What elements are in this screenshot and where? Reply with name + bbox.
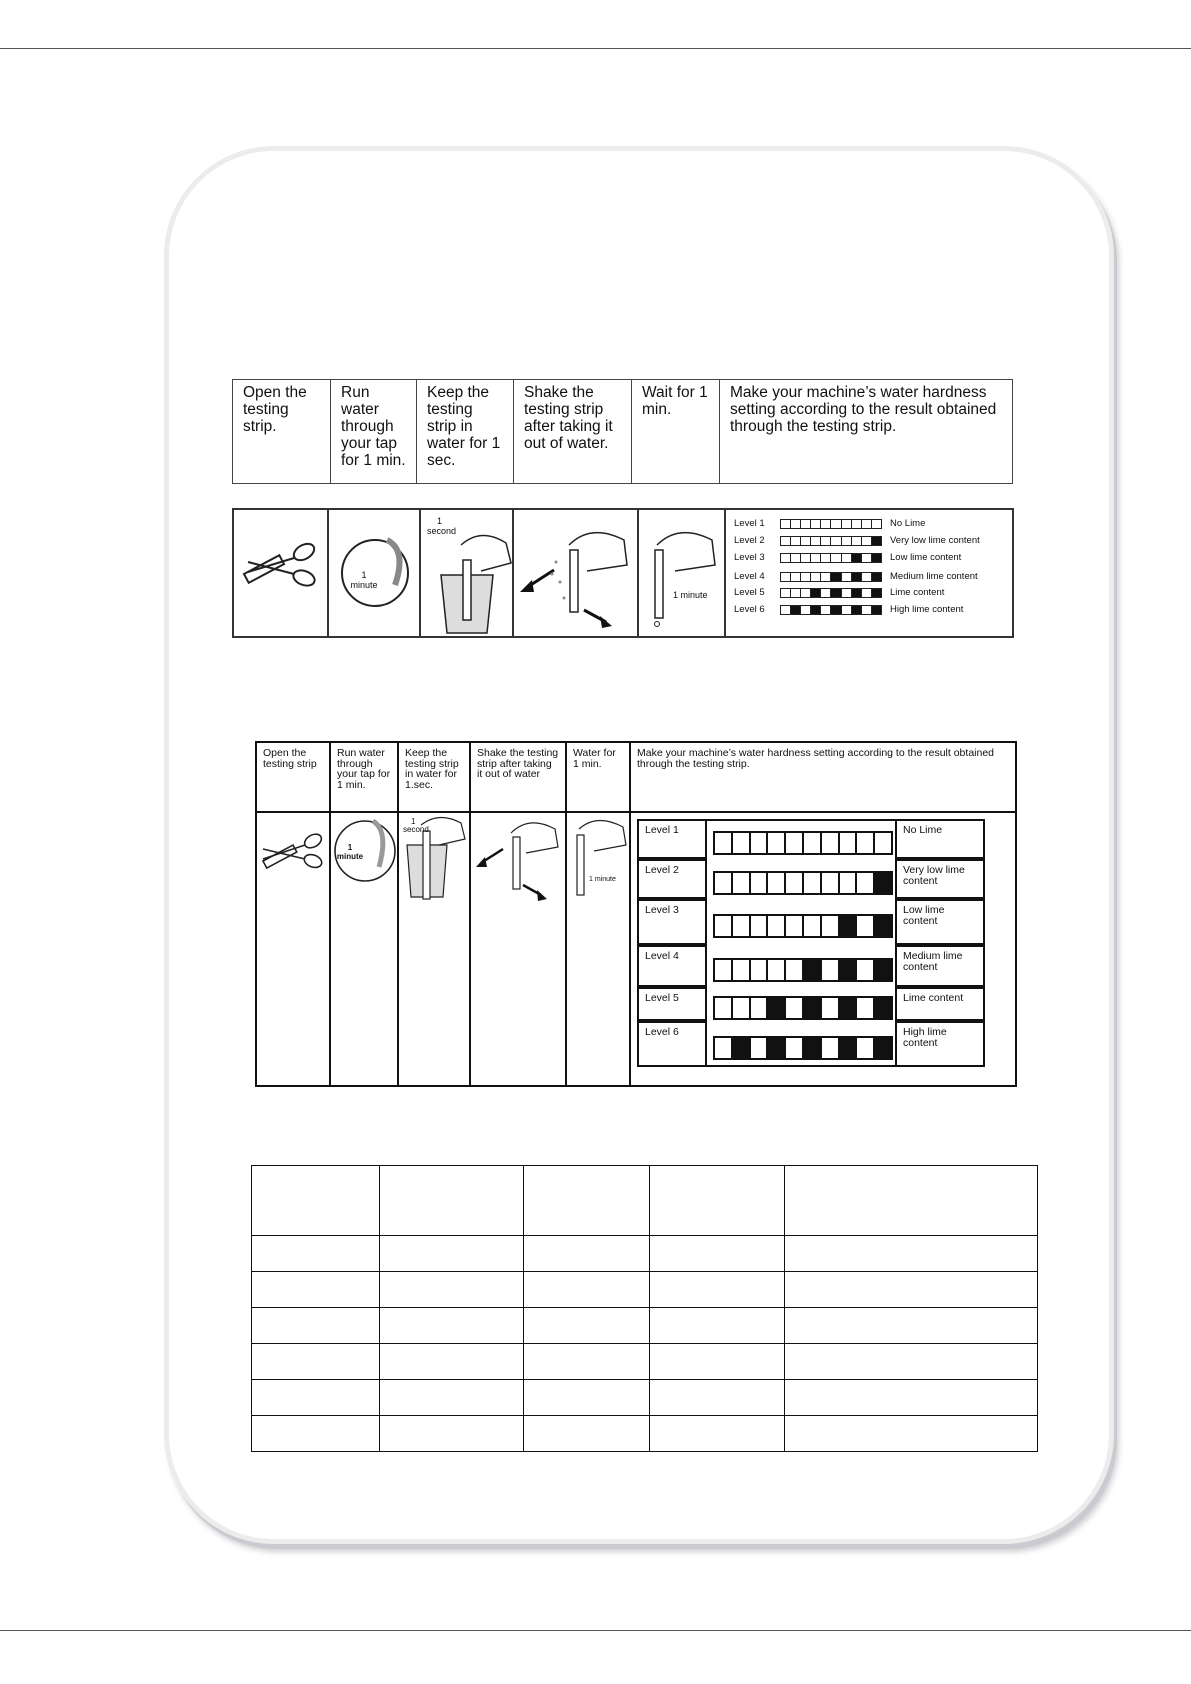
strip-pad	[862, 589, 872, 597]
strip-pad	[751, 873, 769, 893]
small-one-second-label: second	[403, 825, 429, 834]
strip-pad	[801, 606, 811, 614]
strip-pad	[822, 916, 840, 936]
level-label-box	[637, 1021, 707, 1067]
strip-pad	[831, 606, 841, 614]
level-description: High lime content	[890, 604, 964, 615]
strip-pad	[781, 554, 791, 562]
strip-pad	[857, 916, 875, 936]
table-cell	[252, 1308, 380, 1344]
small-step-shake: Shake the testing strip after taking it out of water	[470, 742, 566, 812]
level-strip	[780, 553, 882, 563]
scissors-icon	[234, 510, 329, 636]
step-keep: Keep the testing strip in water for 1 sec.	[417, 380, 514, 484]
table-cell	[380, 1416, 524, 1452]
strip-pad	[811, 537, 821, 545]
wait-hand-icon	[639, 510, 726, 636]
small-one-second-num: 1	[411, 817, 416, 826]
strip-pad	[801, 573, 811, 581]
strip-pad	[821, 573, 831, 581]
shake-cell	[513, 509, 638, 637]
strip-pad	[842, 554, 852, 562]
strip-pad	[840, 833, 858, 853]
small-step-wait: Water for 1 min.	[566, 742, 630, 812]
small-step-open: Open the testing strip	[256, 742, 330, 812]
level-label: Level 4	[734, 571, 765, 582]
table-cell	[380, 1166, 524, 1236]
strip-pad	[781, 573, 791, 581]
strip-pad	[804, 960, 822, 980]
strip-pad	[872, 554, 881, 562]
strip-pad	[786, 960, 804, 980]
strip-pad	[840, 873, 858, 893]
strip-pad	[831, 573, 841, 581]
strip-pad	[781, 606, 791, 614]
strip-pad	[852, 554, 862, 562]
strip-pad	[804, 998, 822, 1018]
level-strip	[713, 958, 893, 982]
strip-pad	[733, 916, 751, 936]
strip-pad	[791, 573, 801, 581]
strip-pad	[821, 589, 831, 597]
strip-pad	[791, 537, 801, 545]
level-description-box	[895, 987, 985, 1021]
strip-pad	[781, 520, 791, 528]
step-open: Open the testing strip.	[233, 380, 331, 484]
strip-pad	[751, 916, 769, 936]
top-rule	[0, 48, 1191, 49]
small-level-grid-cell	[630, 812, 1016, 1086]
level-description: No Lime	[890, 518, 926, 529]
table-cell	[524, 1416, 650, 1452]
level-description: Medium lime content	[903, 950, 963, 973]
strip-pad	[842, 573, 852, 581]
strip-pad	[786, 873, 804, 893]
step-shake: Shake the testing strip after taking it out of water.	[514, 380, 632, 484]
strip-pad	[801, 589, 811, 597]
one-minute-label: 1 minute	[350, 570, 378, 590]
level-label-box	[637, 945, 707, 987]
strip-column	[705, 819, 897, 1067]
strip-pad	[875, 1038, 891, 1058]
level-description-box	[895, 819, 985, 859]
strip-pad	[791, 520, 801, 528]
figure-table	[232, 508, 1014, 638]
strip-pad	[715, 1038, 733, 1058]
step-run: Run water through your tap for 1 min.	[331, 380, 417, 484]
table-cell	[252, 1344, 380, 1380]
small-one-minute-label: 1 minute	[336, 843, 364, 861]
table-cell	[380, 1308, 524, 1344]
level-strip	[713, 996, 893, 1020]
table-cell	[785, 1380, 1038, 1416]
small-wait-cell	[566, 812, 630, 1086]
strip-pad	[822, 960, 840, 980]
scissors-cell	[233, 509, 328, 637]
strip-pad	[811, 554, 821, 562]
strip-pad	[821, 537, 831, 545]
step-make: Make your machine’s water hardness setting according to the result obtained through the testing strip.	[720, 380, 1013, 484]
strip-pad	[751, 960, 769, 980]
strip-pad	[768, 998, 786, 1018]
strip-pad	[751, 833, 769, 853]
strip-pad	[786, 833, 804, 853]
level-description: Very low lime content	[890, 535, 980, 546]
small-step-make: Make your machine’s water hardness setting according to the result obtained through the testing strip.	[630, 742, 1016, 812]
strip-pad	[852, 537, 862, 545]
table-cell	[252, 1166, 380, 1236]
table-cell	[650, 1308, 785, 1344]
strip-pad	[872, 537, 881, 545]
level-label: Level 3	[734, 552, 765, 563]
strip-pad	[831, 554, 841, 562]
strip-pad	[822, 998, 840, 1018]
small-scissors-cell	[256, 812, 330, 1086]
small-shake-cell	[470, 812, 566, 1086]
level-label: Level 2	[734, 535, 765, 546]
level-description-box	[895, 945, 985, 987]
table-cell	[785, 1166, 1038, 1236]
level-strip	[713, 914, 893, 938]
strip-pad	[751, 998, 769, 1018]
level-label: Level 4	[645, 950, 679, 962]
strip-pad	[801, 537, 811, 545]
table-cell	[785, 1416, 1038, 1452]
level-description: Lime content	[903, 992, 964, 1004]
level-label: Level 3	[645, 904, 679, 916]
one-second-num: 1	[437, 516, 443, 526]
bottom-rule	[0, 1630, 1191, 1631]
level-description-box	[895, 899, 985, 945]
strip-pad	[831, 589, 841, 597]
level-row	[734, 552, 961, 563]
strip-pad	[821, 554, 831, 562]
table-cell	[650, 1344, 785, 1380]
level-row	[734, 518, 925, 529]
strip-pad	[715, 960, 733, 980]
level-description: Very low lime content	[903, 864, 965, 887]
level-label-box	[637, 987, 707, 1021]
strip-pad	[781, 589, 791, 597]
table-cell	[252, 1272, 380, 1308]
small-dip-cell	[398, 812, 470, 1086]
strip-pad	[768, 833, 786, 853]
table-cell	[524, 1272, 650, 1308]
level-label: Level 1	[734, 518, 765, 529]
strip-pad	[875, 960, 891, 980]
instruction-table	[232, 379, 1013, 484]
table-cell	[524, 1344, 650, 1380]
strip-pad	[751, 1038, 769, 1058]
one-second-label: second	[427, 526, 457, 536]
strip-pad	[872, 606, 881, 614]
level-description: Low lime content	[890, 552, 962, 563]
strip-pad	[768, 873, 786, 893]
strip-pad	[857, 833, 875, 853]
level-label: Level 5	[734, 587, 765, 598]
table-cell	[524, 1380, 650, 1416]
strip-pad	[821, 606, 831, 614]
strip-pad	[801, 554, 811, 562]
table-cell	[252, 1236, 380, 1272]
strip-pad	[857, 873, 875, 893]
level-row	[734, 571, 978, 582]
level-description-box	[895, 1021, 985, 1067]
strip-pad	[733, 998, 751, 1018]
strip-pad	[831, 537, 841, 545]
strip-pad	[715, 833, 733, 853]
strip-pad	[857, 998, 875, 1018]
strip-pad	[822, 1038, 840, 1058]
shake-hand-icon	[514, 510, 639, 636]
strip-pad	[840, 916, 858, 936]
strip-pad	[715, 916, 733, 936]
table-cell	[650, 1166, 785, 1236]
table-cell	[380, 1380, 524, 1416]
strip-pad	[768, 916, 786, 936]
level-strip	[780, 536, 882, 546]
table-cell	[252, 1416, 380, 1452]
table-cell	[524, 1308, 650, 1344]
level-label: Level 5	[645, 992, 679, 1004]
strip-pad	[733, 833, 751, 853]
table-cell	[785, 1308, 1038, 1344]
level-row	[734, 604, 963, 615]
table-cell	[252, 1380, 380, 1416]
strip-pad	[804, 916, 822, 936]
level-description: Lime content	[890, 587, 945, 598]
strip-pad	[831, 520, 841, 528]
level-grid	[631, 813, 1015, 1085]
level-strip	[713, 831, 893, 855]
tap-cell	[328, 509, 420, 637]
strip-pad	[852, 520, 862, 528]
strip-pad	[842, 537, 852, 545]
small-step-run: Run water through your tap for 1 min.	[330, 742, 398, 812]
strip-pad	[791, 606, 801, 614]
table-cell	[524, 1166, 650, 1236]
strip-pad	[852, 573, 862, 581]
level-label-box	[637, 859, 707, 899]
strip-pad	[811, 606, 821, 614]
small-scissors-icon	[257, 813, 331, 913]
table-cell	[650, 1236, 785, 1272]
level-row	[734, 535, 980, 546]
small-wait-minute-label: 1 minute	[589, 876, 616, 883]
strip-pad	[733, 960, 751, 980]
strip-pad	[715, 998, 733, 1018]
strip-pad	[862, 606, 872, 614]
strip-pad	[804, 873, 822, 893]
strip-pad	[862, 537, 872, 545]
strip-pad	[768, 960, 786, 980]
strip-pad	[786, 916, 804, 936]
strip-pad	[862, 573, 872, 581]
strip-pad	[862, 520, 872, 528]
table-cell	[785, 1236, 1038, 1272]
level-label: Level 6	[645, 1026, 679, 1038]
strip-pad	[768, 1038, 786, 1058]
table-cell	[785, 1344, 1038, 1380]
level-label: Level 6	[734, 604, 765, 615]
level-legend-cell	[725, 509, 1013, 637]
table-cell	[785, 1272, 1038, 1308]
strip-pad	[852, 606, 862, 614]
level-description: High lime content	[903, 1026, 947, 1049]
strip-pad	[872, 520, 881, 528]
strip-pad	[781, 537, 791, 545]
level-row	[734, 587, 944, 598]
level-strip	[713, 1036, 893, 1060]
hardness-setting-table	[251, 1165, 1038, 1452]
level-strip	[780, 605, 882, 615]
small-wait-icon	[567, 813, 631, 913]
strip-pad	[840, 1038, 858, 1058]
table-cell	[650, 1380, 785, 1416]
strip-pad	[840, 960, 858, 980]
strip-pad	[733, 873, 751, 893]
strip-pad	[715, 873, 733, 893]
level-strip	[780, 572, 882, 582]
strip-pad	[857, 1038, 875, 1058]
step-wait: Wait for 1 min.	[632, 380, 720, 484]
strip-pad	[862, 554, 872, 562]
table-cell	[650, 1272, 785, 1308]
strip-pad	[821, 520, 831, 528]
strip-pad	[791, 589, 801, 597]
strip-pad	[804, 1038, 822, 1058]
level-strip	[780, 588, 882, 598]
level-strip	[713, 871, 893, 895]
small-tap-cell	[330, 812, 398, 1086]
small-tap-icon	[331, 813, 399, 913]
level-description-box	[895, 859, 985, 899]
level-strip	[780, 519, 882, 529]
level-label-box	[637, 899, 707, 945]
table-cell	[380, 1236, 524, 1272]
wait-cell	[638, 509, 725, 637]
table-cell	[380, 1344, 524, 1380]
level-description: Medium lime content	[890, 571, 978, 582]
wait-minute-label: 1 minute	[673, 590, 708, 600]
table-cell	[524, 1236, 650, 1272]
table-cell	[380, 1272, 524, 1308]
combined-instruction-table	[255, 741, 1017, 1087]
strip-pad	[786, 1038, 804, 1058]
strip-pad	[842, 589, 852, 597]
strip-pad	[811, 520, 821, 528]
strip-pad	[791, 554, 801, 562]
strip-pad	[872, 573, 881, 581]
strip-pad	[852, 589, 862, 597]
strip-pad	[842, 606, 852, 614]
strip-pad	[811, 589, 821, 597]
strip-pad	[875, 873, 891, 893]
small-shake-icon	[471, 813, 567, 913]
dip-cell	[420, 509, 513, 637]
strip-pad	[801, 520, 811, 528]
strip-pad	[822, 833, 840, 853]
table-cell	[650, 1416, 785, 1452]
strip-pad	[822, 873, 840, 893]
strip-pad	[875, 833, 891, 853]
level-description: Low lime content	[903, 904, 945, 927]
strip-pad	[857, 960, 875, 980]
strip-pad	[840, 998, 858, 1018]
strip-pad	[786, 998, 804, 1018]
level-label-box	[637, 819, 707, 859]
strip-pad	[875, 998, 891, 1018]
strip-pad	[842, 520, 852, 528]
strip-pad	[875, 916, 891, 936]
strip-pad	[804, 833, 822, 853]
level-description: No Lime	[903, 824, 943, 836]
strip-pad	[733, 1038, 751, 1058]
level-label: Level 2	[645, 864, 679, 876]
level-label: Level 1	[645, 824, 679, 836]
strip-pad	[811, 573, 821, 581]
small-step-keep: Keep the testing strip in water for 1.sec.	[398, 742, 470, 812]
strip-pad	[872, 589, 881, 597]
